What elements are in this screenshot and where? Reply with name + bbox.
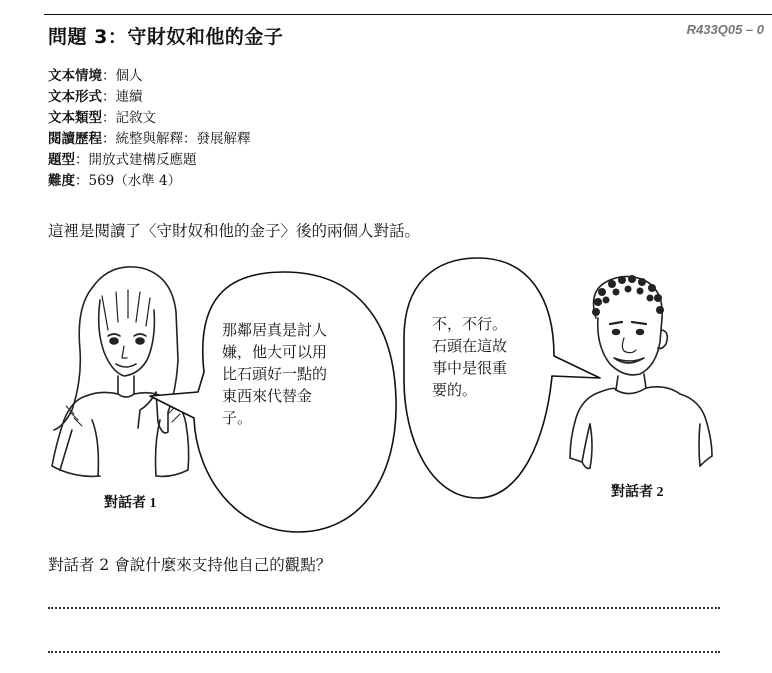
meta-type: 文本類型：記敘文 (48, 110, 156, 126)
speech-line: 東西來代替金 (222, 387, 313, 405)
speech-line: 石頭在這故 (432, 337, 508, 355)
speech-line: 子。 (222, 409, 253, 427)
speech-line: 事中是很重 (432, 359, 508, 377)
answer-line-1[interactable] (48, 607, 720, 609)
speaker-1-speech (222, 319, 356, 429)
speaker-1-label: 對話者 1 (104, 496, 157, 511)
meta-process: 閱讀歷程：統整與解釋：發展解釋 (48, 131, 251, 147)
answer-line-2[interactable] (48, 651, 720, 653)
question-prompt: 對話者 2 會說什麼來支持他自己的觀點？ (48, 556, 332, 574)
question-title: 問題 3：守財奴和他的金子 (48, 26, 284, 48)
item-code: R433Q05 – 0 (686, 22, 764, 37)
speaker-2-label: 對話者 2 (611, 485, 664, 500)
speech-line: 那鄰居真是討人 (222, 321, 328, 339)
meta-difficulty: 難度：569（水準 4） (48, 173, 182, 189)
intro-text: 這裡是閱讀了〈守財奴和他的金子〉後的兩個人對話。 (48, 222, 421, 240)
speaker-2-speech (432, 313, 532, 401)
speech-line: 要的。 (432, 381, 478, 399)
speaker-2-illustration (570, 275, 712, 468)
meta-format: 文本形式：連續 (48, 89, 143, 105)
meta-context: 文本情境：個人 (48, 68, 143, 84)
speaker-1-illustration (52, 267, 189, 477)
speech-line: 嫌，他大可以用 (222, 343, 328, 361)
speech-line: 比石頭好一點的 (222, 365, 328, 383)
meta-question-type: 題型：開放式建構反應題 (48, 152, 197, 168)
speech-line: 不，不行。 (432, 315, 508, 333)
